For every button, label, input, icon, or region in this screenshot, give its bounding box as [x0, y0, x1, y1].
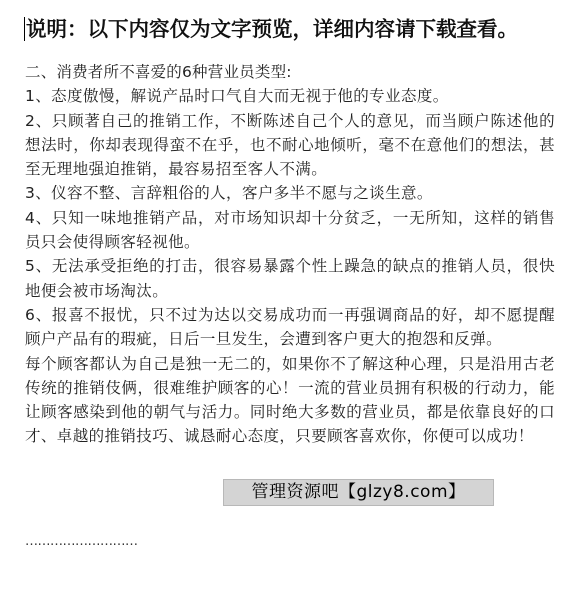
list-item: 1、态度傲慢，解说产品时口气自大而无视于他的专业态度。	[25, 87, 449, 106]
watermark-banner: 管理资源吧【glzy8.com】	[223, 479, 494, 506]
document-body	[25, 60, 555, 449]
list-item: 3、仪容不整、言辞粗俗的人，客户多半不愿与之谈生意。	[25, 184, 433, 203]
text-cursor	[24, 17, 25, 41]
list-item: 2、只顾著自己的推销工作，不断陈述自己个人的意见，而当顾户陈述他的想法时，你却表现得蛮不在乎，也不耐心地倾听，毫不在意他们的想法，甚至无理地强迫推销，最容易招至客人不满。	[25, 111, 555, 179]
closing-paragraph: 每个顾客都认为自己是独一无二的，如果你不了解这种心理，只是沿用古老传统的推销伎俩，很难维护顾客的心！一流的营业员拥有积极的行动力，能让顾客感染到他的朝气与活力。同时绝大多数的营业员，都是依靠良好的口才、卓越的推销技巧、诚恳耐心态度，只要顾客喜欢你，你便可以成功！	[25, 354, 555, 446]
preview-notice: 说明：以下内容仅为文字预览，详细内容请下载查看。	[26, 17, 518, 41]
ellipsis-line: ………………………	[25, 534, 138, 549]
list-item: 4、只知一味地推销产品，对市场知识却十分贫乏，一无所知，这样的销售员只会使得顾客轻视他。	[25, 208, 555, 252]
list-item: 6、报喜不报忧，只不过为达以交易成功而一再强调商品的好，却不愿提醒顾户产品有的瑕疵，日后一旦发生，会遭到客户更大的抱怨和反弹。	[25, 305, 555, 349]
section-title: 二、消费者所不喜爱的6种营业员类型:	[25, 63, 292, 81]
list-item: 5、无法承受拒绝的打击，很容易暴露个性上躁急的缺点的推销人员，很快地便会被市场淘汰。	[25, 257, 555, 300]
